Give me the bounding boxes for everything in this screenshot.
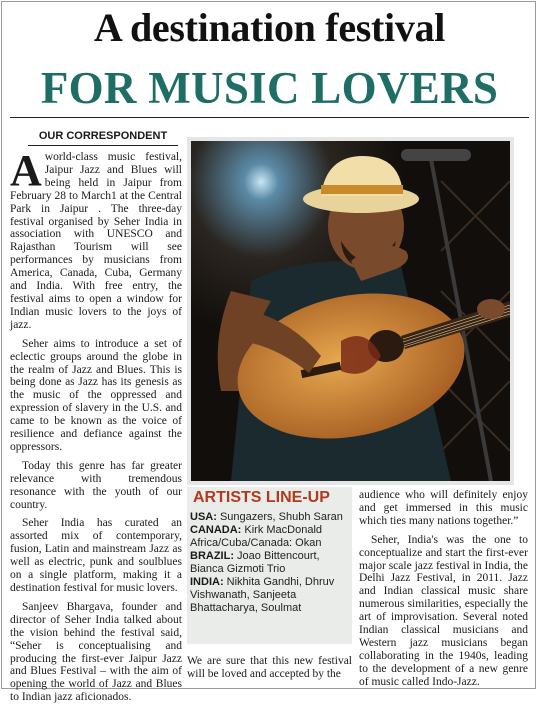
article-column-2: [187, 655, 352, 687]
article-column-3: [359, 489, 528, 695]
lineup-entry-canada: CANADA: Kirk MacDonald Africa/Cuba/Canada: Okan: [190, 524, 323, 549]
lineup-title: ARTISTS LINE-UP: [193, 489, 330, 506]
paragraph-5: Sanjeev Bhargava, founder and director of Seher India talked about the vision behind the festival said, “Seher is conceptualising and producing the first-ever Jaipur Jazz and Blues Festival – with the aim of opening the world of Jazz and Blues to Indian jazz aficionados.: [10, 600, 182, 704]
paragraph-2: Seher aims to introduce a set of eclectic groups around the globe in the realm of Jazz and Blues. This is being done as Jazz has its genesis as the music of the oppressed and expression of slavery in the U.S. and came to be known as the voice of resilience and defiance against the oppressors.: [10, 337, 182, 453]
lineup-entry-usa: USA: Sungazers, Shubh Saran: [190, 511, 343, 523]
headline-line1: A destination festival: [93, 5, 446, 50]
artists-lineup-box: [187, 487, 352, 644]
paragraph-3: Today this genre has far greater relevance with tremendous resonance with the youth of our country.: [10, 459, 182, 511]
paragraph-4: Seher India has curated an assorted mix of contemporary, fusion, Latin and mainstream Jazz as well as electric, punk and soulblues on a single platform, making it a destination festival for music lovers.: [10, 517, 182, 594]
paragraph-col3-2: Seher, India's was the one to conceptualize and start the first-ever major scale jazz festival in India, the Delhi Jazz Festival, in 2011. Jazz and Indian classical music share numerous similarities, especially the art of improvisation. Several noted Indian classical musicians and Western jazz musicians began collaborating in the 1940s, leading to the development of a new genre of music called Indo-Jazz.: [359, 533, 528, 688]
headline-rule: [10, 117, 529, 118]
paragraph-col3-1: audience who will definitely enjoy and get immersed in this music which ties many nations together.”: [359, 489, 528, 527]
paragraph-col2: We are sure that this new festival will be loved and accepted by the: [187, 655, 352, 680]
dropcap: A: [10, 146, 42, 195]
lineup-entry-india: INDIA: Nikhita Gandhi, Dhruv Vishwanath, Sanjeeta Bhattacharya, Soulmat: [190, 576, 335, 614]
paragraph-1: Aworld-class music festival, Jaipur Jazz and Blues will being held in Jaipur from February 28 to March1 at the Central Park in Jaipur . The three-day festival organised by Seher India in association with UNESCO and Rajasthan Tourism will see performances by musicians from America, Canada, Cuba, Germany and India. With free entry, the festival aims to open a window for Indian music lovers to the joys of jazz.: [10, 146, 182, 331]
article-column-1: [10, 146, 182, 710]
byline: OUR CORRESPONDENT: [28, 127, 178, 146]
guitarist-illustration: [191, 141, 510, 481]
lineup-list: [190, 511, 350, 615]
headline-line2: FOR MUSIC LOVERS: [40, 63, 499, 113]
lineup-entry-brazil: BRAZIL: Joao Bittencourt, Bianca Gizmoti Trio: [190, 550, 320, 575]
guitarist-photo: [187, 137, 514, 485]
